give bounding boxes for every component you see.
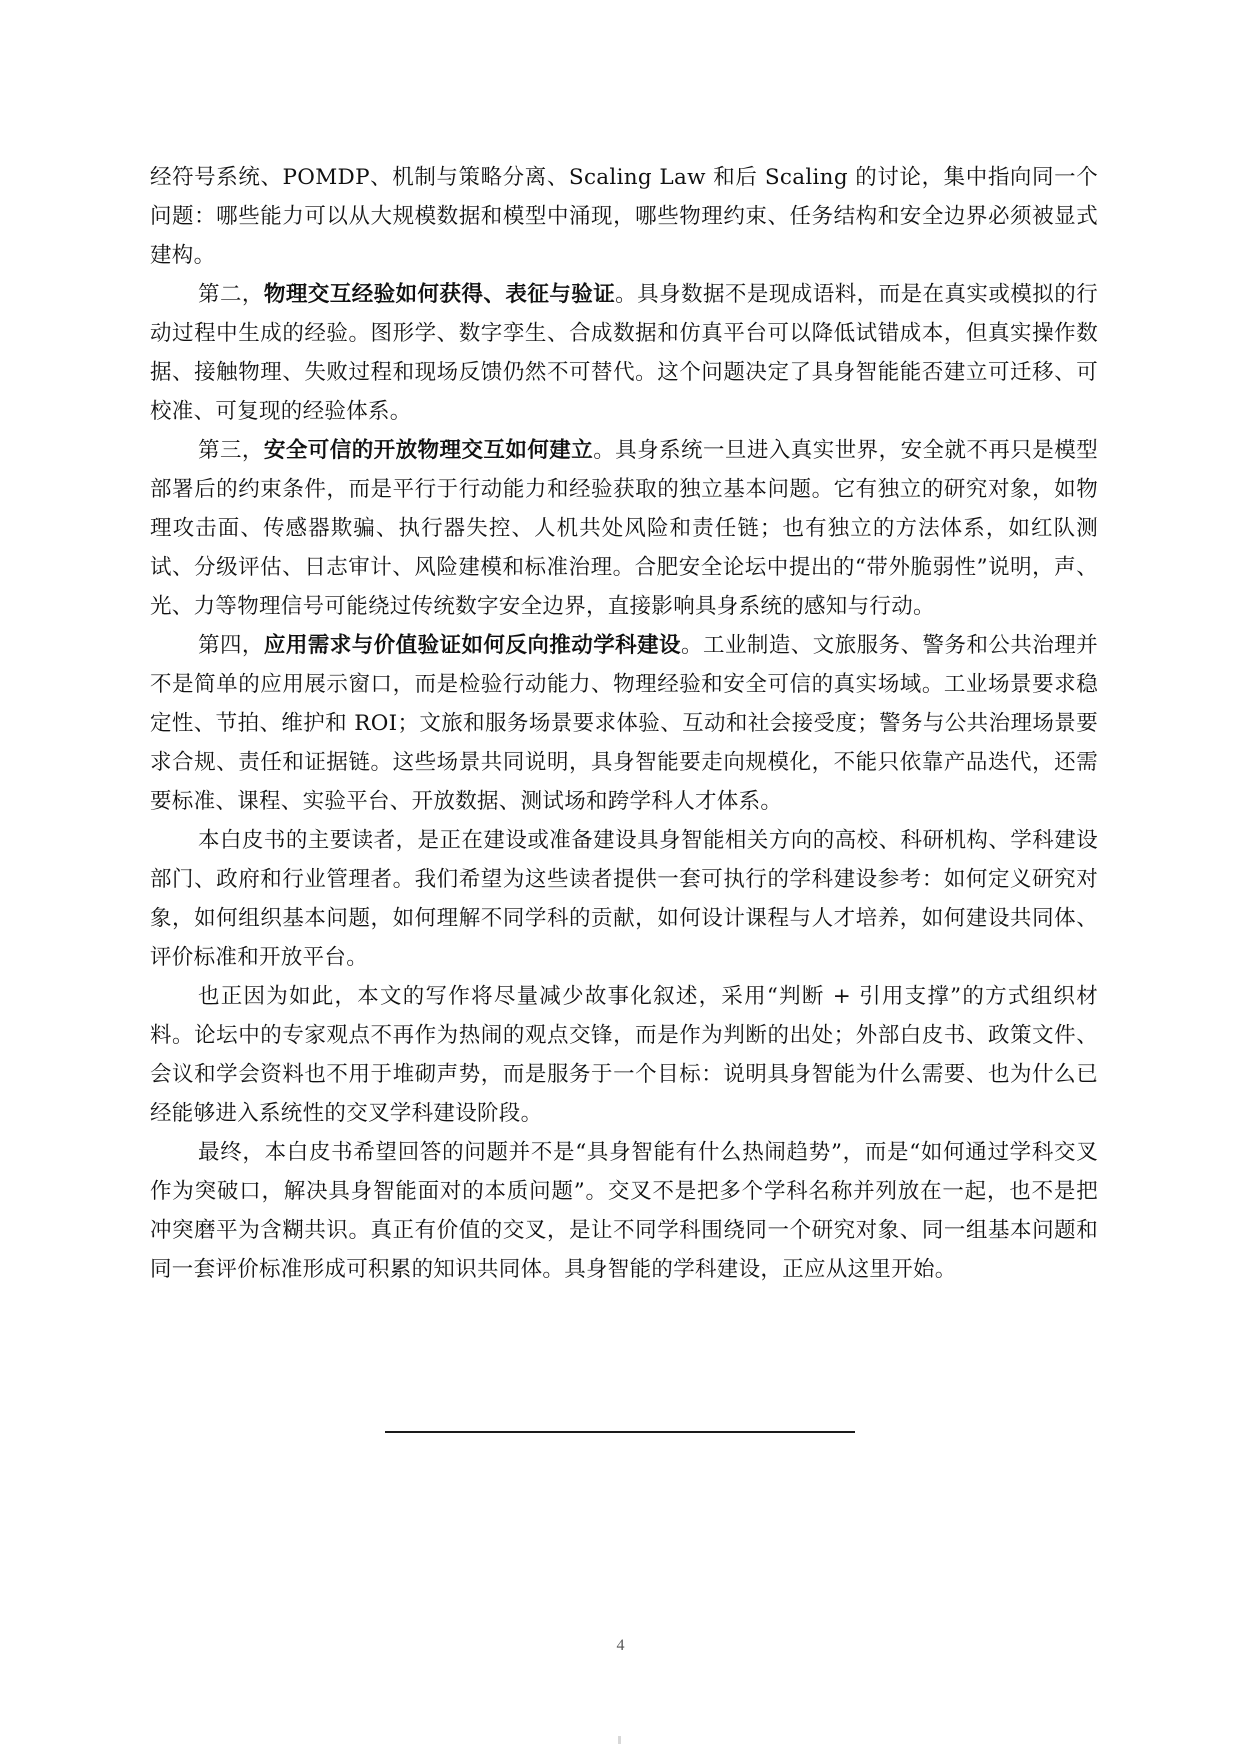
paragraph-2-prefix: 第二， <box>198 282 264 307</box>
paragraph-4-lead-in: 应用需求与价值验证如何反向推动学科建设 <box>263 633 682 658</box>
paragraph-4-prefix: 第四， <box>198 633 264 658</box>
page-body <box>150 158 1098 1289</box>
paragraph-7-text: 最终，本白皮书希望回答的问题并不是“具身智能有什么热闹趋势”，而是“如何通过学科交叉作为突破口，解决具身智能面对的本质问题”。交叉不是把多个学科名称并列放在一起，也不是把冲突磨平为含糊共识。真正有价值的交叉，是让不同学科围绕同一个研究对象、同一组基本问题和同一套评价标准形成可积累的知识共同体。具身智能的学科建设，正应从这里开始。 <box>150 1140 1098 1282</box>
paragraph-3-text: 。具身系统一旦进入真实世界，安全就不再只是模型部署后的约束条件，而是平行于行动能力和经验获取的独立基本问题。它有独立的研究对象，如物理攻击面、传感器欺骗、执行器失控、人机共处风险和责任链；也有独立的方法体系，如红队测试、分级评估、日志审计、风险建模和标准治理。合肥安全论坛中提出的“带外脆弱性”说明，声、光、力等物理信号可能绕过传统数字安全边界，直接影响具身系统的感知与行动。 <box>150 438 1098 619</box>
scan-artifact <box>618 1736 621 1744</box>
paragraph-4 <box>150 626 1098 821</box>
paragraph-1-text: 经符号系统、POMDP、机制与策略分离、Scaling Law 和后 Scaling 的讨论，集中指向同一个问题：哪些能力可以从大规模数据和模型中涌现，哪些物理约束、任务结构和安全边界必须被显式建构。 <box>150 165 1098 268</box>
paragraph-1 <box>150 158 1098 275</box>
paragraph-6 <box>150 977 1098 1133</box>
paragraph-3 <box>150 431 1098 626</box>
paragraph-3-prefix: 第三， <box>198 438 264 463</box>
paragraph-5 <box>150 821 1098 977</box>
paragraph-2 <box>150 275 1098 431</box>
paragraph-4-text: 。工业制造、文旅服务、警务和公共治理并不是简单的应用展示窗口，而是检验行动能力、物理经验和安全可信的真实场域。工业场景要求稳定性、节拍、维护和 ROI；文旅和服务场景要求体验、互动和社会接受度；警务与公共治理场景要求合规、责任和证据链。这些场景共同说明，具身智能要走向规模化，不能只依靠产品迭代，还需要标准、课程、实验平台、开放数据、测试场和跨学科人才体系。 <box>150 633 1099 814</box>
paragraph-2-text: 。具身数据不是现成语料，而是在真实或模拟的行动过程中生成的经验。图形学、数字孪生、合成数据和仿真平台可以降低试错成本，但真实操作数据、接触物理、失败过程和现场反馈仍然不可替代。这个问题决定了具身智能能否建立可迁移、可校准、可复现的经验体系。 <box>150 282 1098 424</box>
paragraph-3-lead-in: 安全可信的开放物理交互如何建立 <box>263 438 594 463</box>
paragraph-6-text: 也正因为如此，本文的写作将尽量减少故事化叙述，采用“判断 + 引用支撑”的方式组织材料。论坛中的专家观点不再作为热闹的观点交锋，而是作为判断的出处；外部白皮书、政策文件、会议和学会资料也不用于堆砌声势，而是服务于一个目标：说明具身智能为什么需要、也为什么已经能够进入系统性的交叉学科建设阶段。 <box>150 984 1098 1126</box>
page-number: 4 <box>616 1637 625 1654</box>
section-end-rule <box>385 1431 855 1433</box>
paragraph-5-text: 本白皮书的主要读者，是正在建设或准备建设具身智能相关方向的高校、科研机构、学科建设部门、政府和行业管理者。我们希望为这些读者提供一套可执行的学科建设参考：如何定义研究对象，如何组织基本问题，如何理解不同学科的贡献，如何设计课程与人才培养，如何建设共同体、评价标准和开放平台。 <box>150 828 1098 970</box>
paragraph-2-lead-in: 物理交互经验如何获得、表征与验证 <box>263 282 616 307</box>
paragraph-7 <box>150 1133 1098 1289</box>
